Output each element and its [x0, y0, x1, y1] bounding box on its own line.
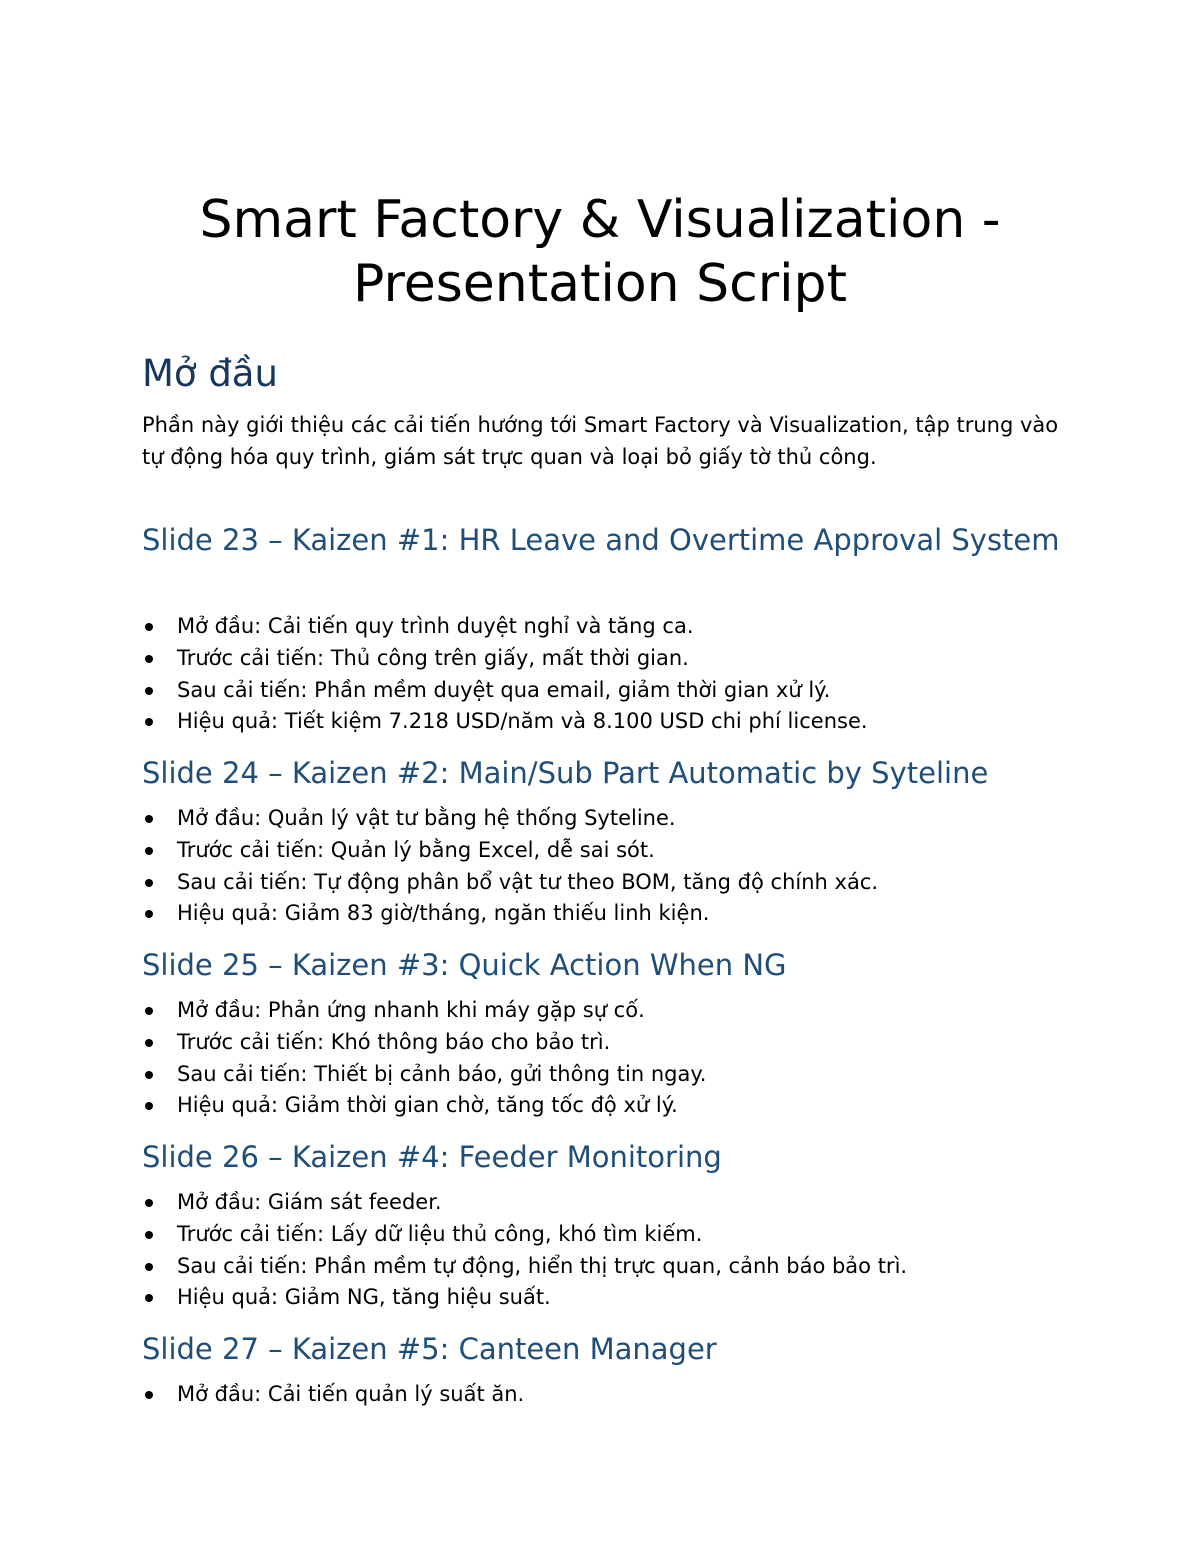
bullet-dot-icon [145, 718, 153, 726]
list-item: Hiệu quả: Giảm 83 giờ/tháng, ngăn thiếu linh kiện. [142, 898, 1082, 930]
bullet-dot-icon [145, 1231, 153, 1239]
list-item: Sau cải tiến: Tự động phân bổ vật tư theo BOM, tăng độ chính xác. [142, 867, 1082, 899]
section-heading-slide-26: Slide 26 – Kaizen #4: Feeder Monitoring [142, 1140, 722, 1174]
list-item: Sau cải tiến: Phần mềm tự động, hiển thị trực quan, cảnh báo bảo trì. [142, 1251, 1082, 1283]
bullet-dot-icon [145, 623, 153, 631]
list-item: Hiệu quả: Giảm thời gian chờ, tăng tốc độ xử lý. [142, 1090, 1082, 1122]
bullet-dot-icon [145, 1263, 153, 1271]
list-item: Hiệu quả: Giảm NG, tăng hiệu suất. [142, 1282, 1082, 1314]
bullet-dot-icon [145, 1071, 153, 1079]
list-item: Trước cải tiến: Lấy dữ liệu thủ công, khó tìm kiếm. [142, 1219, 1082, 1251]
list-item: Sau cải tiến: Thiết bị cảnh báo, gửi thông tin ngay. [142, 1059, 1082, 1091]
list-item: Mở đầu: Quản lý vật tư bằng hệ thống Syteline. [142, 803, 1082, 835]
section-bullets-slide-24 [142, 803, 1082, 930]
bullet-dot-icon [145, 1007, 153, 1015]
bullet-dot-icon [145, 879, 153, 887]
list-item: Mở đầu: Giám sát feeder. [142, 1187, 1082, 1219]
bullet-dot-icon [145, 1199, 153, 1207]
bullet-dot-icon [145, 1294, 153, 1302]
list-item: Trước cải tiến: Khó thông báo cho bảo trì. [142, 1027, 1082, 1059]
list-item: Mở đầu: Phản ứng nhanh khi máy gặp sự cố. [142, 995, 1082, 1027]
list-item: Hiệu quả: Tiết kiệm 7.218 USD/năm và 8.100 USD chi phí license. [142, 706, 1082, 738]
section-heading-slide-24: Slide 24 – Kaizen #2: Main/Sub Part Automatic by Syteline [142, 756, 989, 790]
intro-heading: Mở đầu [142, 352, 278, 395]
bullet-dot-icon [145, 910, 153, 918]
section-bullets-slide-26 [142, 1187, 1082, 1314]
document-title: Smart Factory & Visualization - Presentation Script [199, 190, 1001, 314]
bullet-dot-icon [145, 687, 153, 695]
bullet-dot-icon [145, 847, 153, 855]
list-item: Mở đầu: Cải tiến quy trình duyệt nghỉ và tăng ca. [142, 611, 1082, 643]
list-item: Trước cải tiến: Thủ công trên giấy, mất thời gian. [142, 643, 1082, 675]
section-bullets-slide-23 [142, 611, 1082, 738]
section-bullets-slide-27 [142, 1379, 1082, 1411]
bullet-dot-icon [145, 1391, 153, 1399]
list-item: Trước cải tiến: Quản lý bằng Excel, dễ sai sót. [142, 835, 1082, 867]
section-heading-slide-25: Slide 25 – Kaizen #3: Quick Action When NG [142, 948, 787, 982]
list-item: Mở đầu: Cải tiến quản lý suất ăn. [142, 1379, 1082, 1411]
bullet-dot-icon [145, 815, 153, 823]
intro-paragraph: Phần này giới thiệu các cải tiến hướng tới Smart Factory và Visualization, tập trung vào tự động hóa quy trình, giám sát trực quan và loại bỏ giấy tờ thủ công. [142, 413, 1059, 469]
bullet-dot-icon [145, 1039, 153, 1047]
list-item: Sau cải tiến: Phần mềm duyệt qua email, giảm thời gian xử lý. [142, 675, 1082, 707]
section-heading-slide-23: Slide 23 – Kaizen #1: HR Leave and Overtime Approval System [142, 523, 1060, 557]
bullet-dot-icon [145, 655, 153, 663]
section-bullets-slide-25 [142, 995, 1082, 1122]
section-heading-slide-27: Slide 27 – Kaizen #5: Canteen Manager [142, 1332, 717, 1366]
bullet-dot-icon [145, 1102, 153, 1110]
